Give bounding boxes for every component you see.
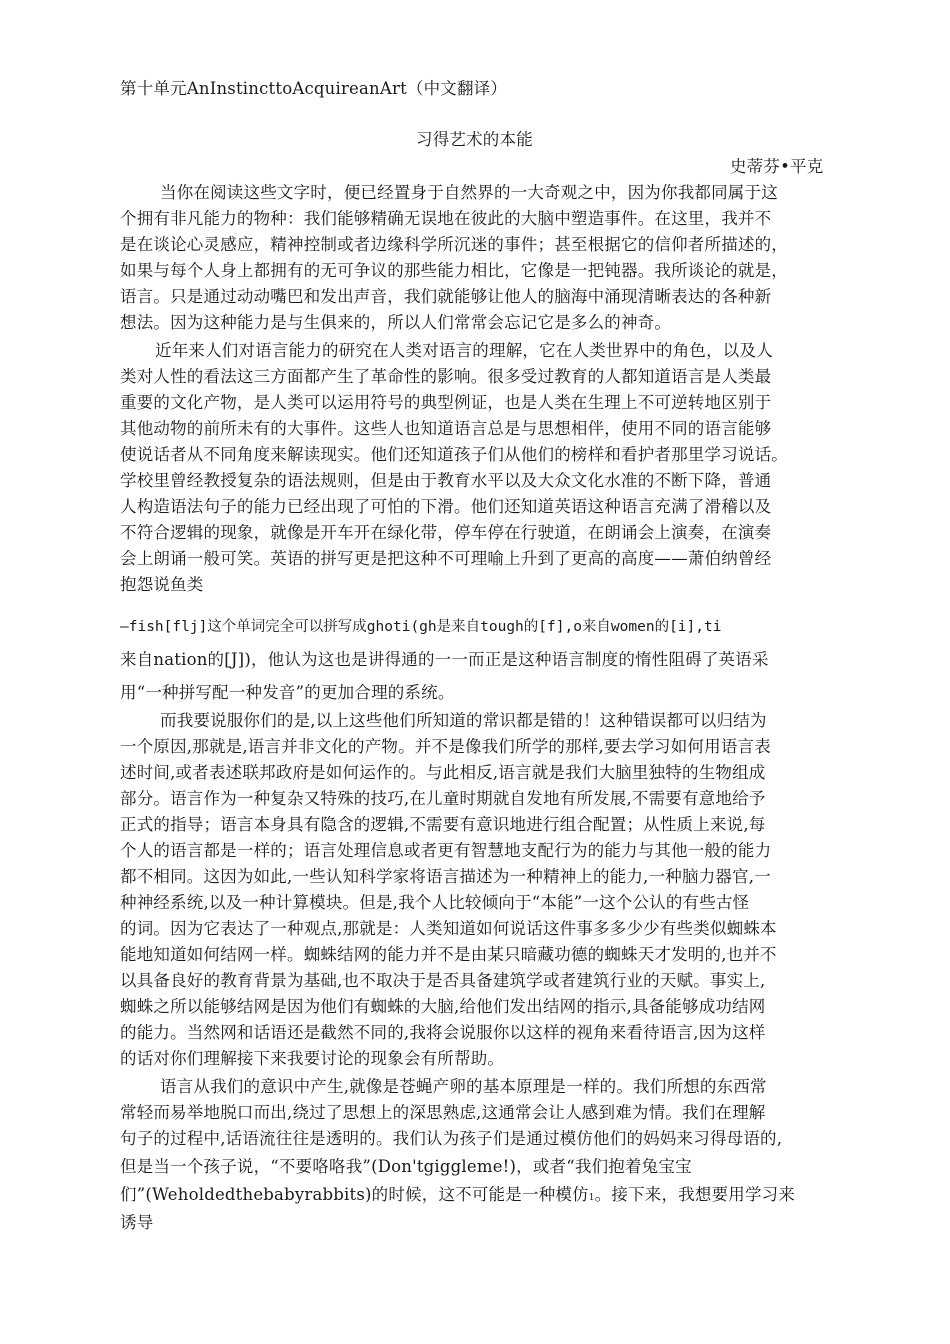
paragraph-line <box>120 1185 795 1208</box>
text-run: 们”(Weholdedthebabyrabbits)的时候，这不可能是一种模仿 <box>120 1185 589 1204</box>
paragraph-line: 一个原因,那就是,语言并非文化的产物。并不是像我们所学的那样,要去学习如何用语言表 <box>120 737 771 756</box>
paragraph-line: 类对人性的看法这三方面都产生了革命性的影响。很多受过教育的人都知道语言是人类最 <box>120 367 772 386</box>
paragraph-line: 来自nation的[J])，他认为这也是讲得通的一一而正是这种语言制度的惰性阻碍了英语采 <box>120 650 769 669</box>
paragraph-line: 想法。因为这种能力是与生俱来的，所以人们常常会忘记它是多么的神奇。 <box>120 313 672 332</box>
paragraph-line: 抱怨说鱼类 <box>120 575 204 594</box>
author-name: 史蒂芬•平克 <box>730 157 824 176</box>
paragraph-line: 都不相同。这因为如此,一些认知科学家将语言描述为一种精神上的能力,一种脑力器官,一 <box>120 867 771 886</box>
paragraph-line: 而我要说服你们的是,以上这些他们所知道的常识都是错的！这种错误都可以归结为 <box>160 711 767 730</box>
paragraph-line: 当你在阅读这些文字时，便已经置身于自然界的一大奇观之中，因为你我都同属于这 <box>160 183 778 202</box>
text-run: 。接下来，我想要用学习来 <box>594 1185 796 1204</box>
paragraph-line: 使说话者从不同角度来解读现实。他们还知道孩子们从他们的榜样和看护者那里学习说话。 <box>120 445 788 464</box>
paragraph-line: —fish[flj]这个单词完全可以拼写成ghoti(gh是来自tough的[f],o来自women的[i],ti <box>120 619 722 635</box>
paragraph-line: 述时间,或者表述联邦政府是如何运作的。与此相反,语言就是我们大脑里独特的生物组成 <box>120 763 766 782</box>
paragraph-line: 是在谈论心灵感应，精神控制或者边缘科学所沉迷的事件；甚至根据它的信仰者所描述的， <box>120 235 788 254</box>
paragraph-line: 部分。语言作为一种复杂又特殊的技巧,在儿童时期就自发地有所发展,不需要有意地给予 <box>120 789 766 808</box>
paragraph-line: 人构造语法句子的能力已经出现了可怕的下滑。他们还知道英语这种语言充满了滑稽以及 <box>120 497 772 516</box>
unit-title: 第十单元AnInstincttoAcquireanArt（中文翻译） <box>120 79 508 98</box>
paragraph-line: 不符合逻辑的现象，就像是开车开在绿化带，停车停在行驶道，在朗诵会上演奏，在演奏 <box>120 523 772 542</box>
paragraph-line: 常轻而易举地脱口而出,绕过了思想上的深思熟虑,这通常会让人感到难为情。我们在理解 <box>120 1103 766 1122</box>
paragraph-line: 但是当一个孩子说，“不要咯咯我”(Don'tgiggleme!)，或者“我们抱着兔宝宝 <box>120 1157 692 1176</box>
paragraph-line: 个拥有非凡能力的物种：我们能够精确无误地在彼此的大脑中塑造事件。在这里，我并不 <box>120 209 772 228</box>
footnote-marker: 1 <box>588 1193 595 1203</box>
paragraph-line: 语言从我们的意识中产生,就像是苍蝇产卵的基本原理是一样的。我们所想的东西常 <box>160 1077 767 1096</box>
paragraph-line: 用“一种拼写配一种发音”的更加合理的系统。 <box>120 683 455 702</box>
paragraph-line: 蜘蛛之所以能够结网是因为他们有蜘蛛的大脑,给他们发出结网的指示,具备能够成功结网 <box>120 997 766 1016</box>
paragraph-line: 学校里曾经教授复杂的语法规则，但是由于教育水平以及大众文化水准的不断下降，普通 <box>120 471 772 490</box>
paragraph-line: 的能力。当然网和话语还是截然不同的,我将会说服你以这样的视角来看待语言,因为这样 <box>120 1023 766 1042</box>
paragraph-line: 正式的指导；语言本身具有隐含的逻辑,不需要有意识地进行组合配置；从性质上来说,每 <box>120 815 766 834</box>
paragraph-line: 语言。只是通过动动嘴巴和发出声音，我们就能够让他人的脑海中涌现清晰表达的各种新 <box>120 287 772 306</box>
paragraph-line: 能地知道如何结网一样。蜘蛛结网的能力并不是由某只暗藏功德的蜘蛛天才发明的,也并不 <box>120 945 777 964</box>
paragraph-line: 诱导 <box>120 1213 154 1232</box>
paragraph-line: 的话对你们理解接下来我要讨论的现象会有所帮助。 <box>120 1049 505 1068</box>
paragraph-line: 重要的文化产物，是人类可以运用符号的典型例证，也是人类在生理上不可逆转地区别于 <box>120 393 772 412</box>
paragraph-line: 的词。因为它表达了一种观点,那就是：人类知道如何说话这件事多多少少有些类似蜘蛛本 <box>120 919 777 938</box>
paragraph-line: 种神经系统,以及一种计算模块。但是,我个人比较倾向于“本能”一这个公认的有些古怪 <box>120 893 750 912</box>
paragraph-line: 如果与每个人身上都拥有的无可争议的那些能力相比，它像是一把钝器。我所谈论的就是， <box>120 261 788 280</box>
paragraph-line: 以具备良好的教育背景为基础,也不取决于是否具备建筑学或者建筑行业的天赋。事实上, <box>120 971 766 990</box>
paragraph-line: 其他动物的前所未有的大事件。这些人也知道语言总是与思想相伴，使用不同的语言能够 <box>120 419 772 438</box>
page-title: 习得艺术的本能 <box>416 130 533 149</box>
paragraph-line: 个人的语言都是一样的；语言处理信息或者更有智慧地支配行为的能力与其他一般的能力 <box>120 841 772 860</box>
paragraph-line: 近年来人们对语言能力的研究在人类对语言的理解，它在人类世界中的角色，以及人 <box>155 341 773 360</box>
paragraph-line: 会上朗诵一般可笑。英语的拼写更是把这种不可理喻上升到了更高的高度——萧伯纳曾经 <box>120 549 772 568</box>
paragraph-line: 句子的过程中,话语流往往是透明的。我们认为孩子们是通过模仿他们的妈妈来习得母语的, <box>120 1129 783 1148</box>
